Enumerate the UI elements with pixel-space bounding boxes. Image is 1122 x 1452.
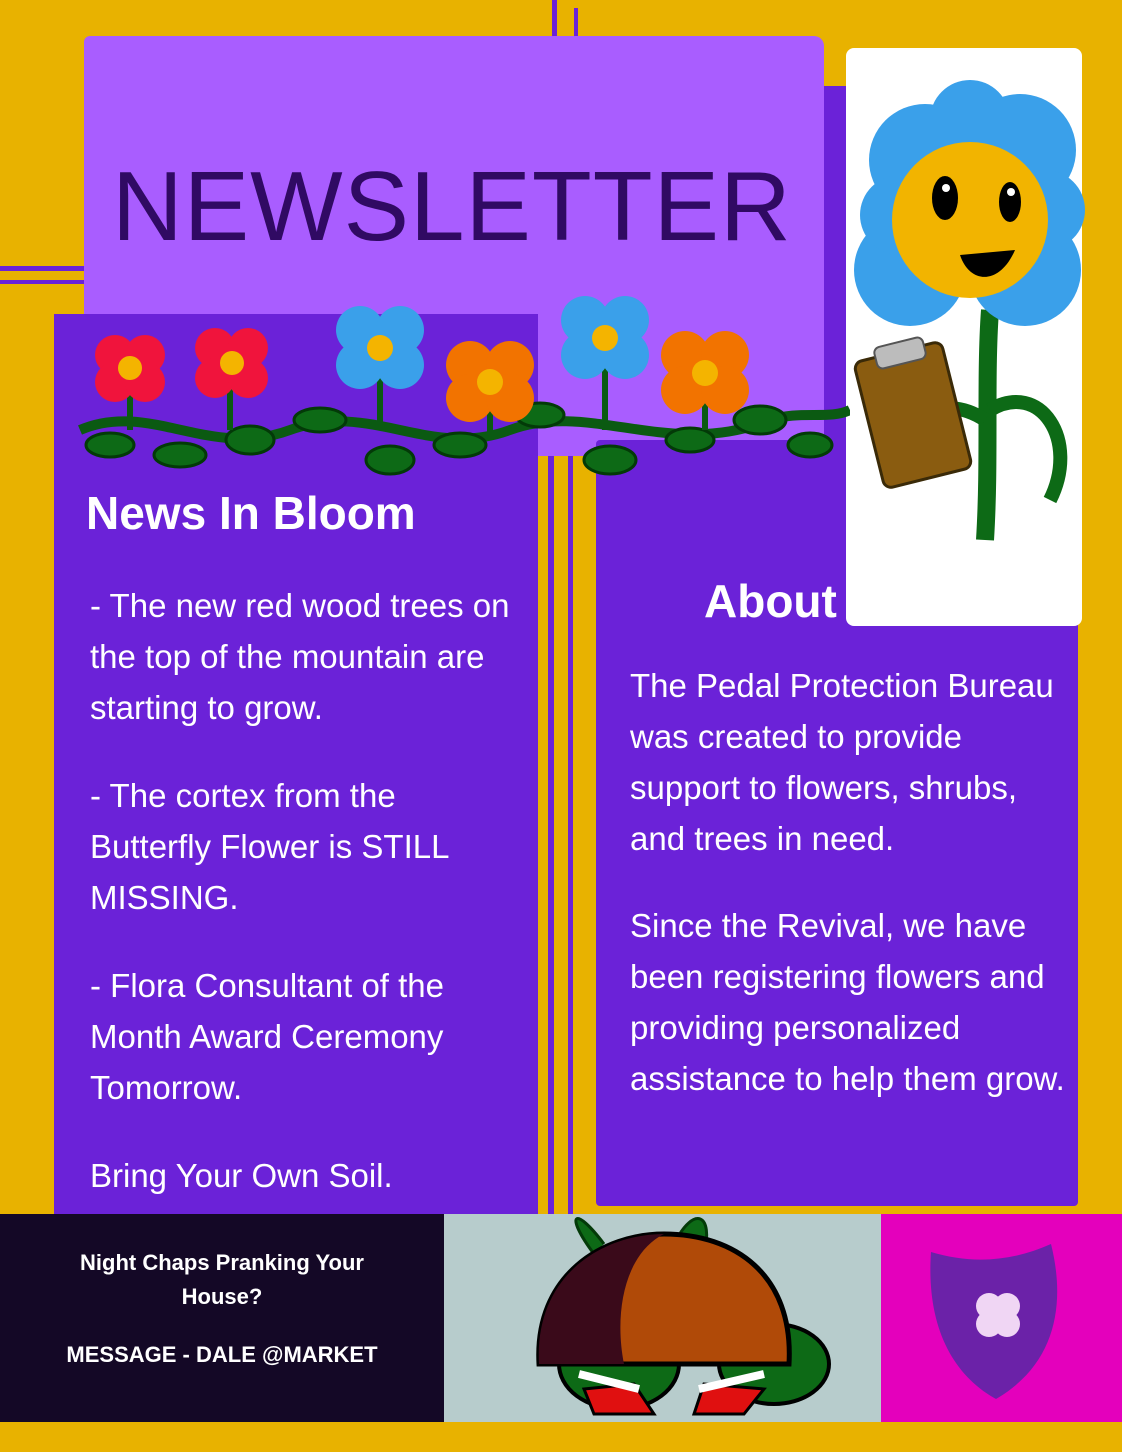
news-item-1: - The new red wood trees on the top of the mountain are starting to grow. (90, 587, 510, 726)
footer-ad-line2: MESSAGE - DALE @MARKET (66, 1342, 378, 1367)
flower-garland-icon (70, 270, 850, 500)
news-item-4: Bring Your Own Soil. (90, 1157, 393, 1194)
decor-stripe-top (552, 0, 557, 40)
about-paragraph-2: Since the Revival, we have been registering flowers and providing personalized assistance to help them grow. (630, 907, 1065, 1097)
decor-stripe-mid-2 (568, 450, 573, 1220)
page-title: NEWSLETTER (112, 151, 792, 261)
news-item-3: - Flora Consultant of the Month Award Ceremony Tomorrow. (90, 967, 445, 1106)
emblem-panel (881, 1214, 1122, 1422)
night-chap-icon (444, 1214, 881, 1422)
decor-stripe-mid (548, 450, 554, 1220)
night-chap-panel (444, 1214, 881, 1422)
footer-ad-line1: Night Chaps Pranking Your House? (80, 1250, 364, 1309)
shield-clover-icon (881, 1214, 1122, 1422)
about-paragraph-1: The Pedal Protection Bureau was created to provide support to flowers, shrubs, and trees in need. (630, 667, 1054, 857)
about-heading: About Us. (704, 575, 922, 627)
news-item-2: - The cortex from the Butterfly Flower is STILL MISSING. (90, 777, 449, 916)
news-heading: News In Bloom (86, 487, 416, 539)
flower-mascot-icon (850, 80, 1086, 550)
